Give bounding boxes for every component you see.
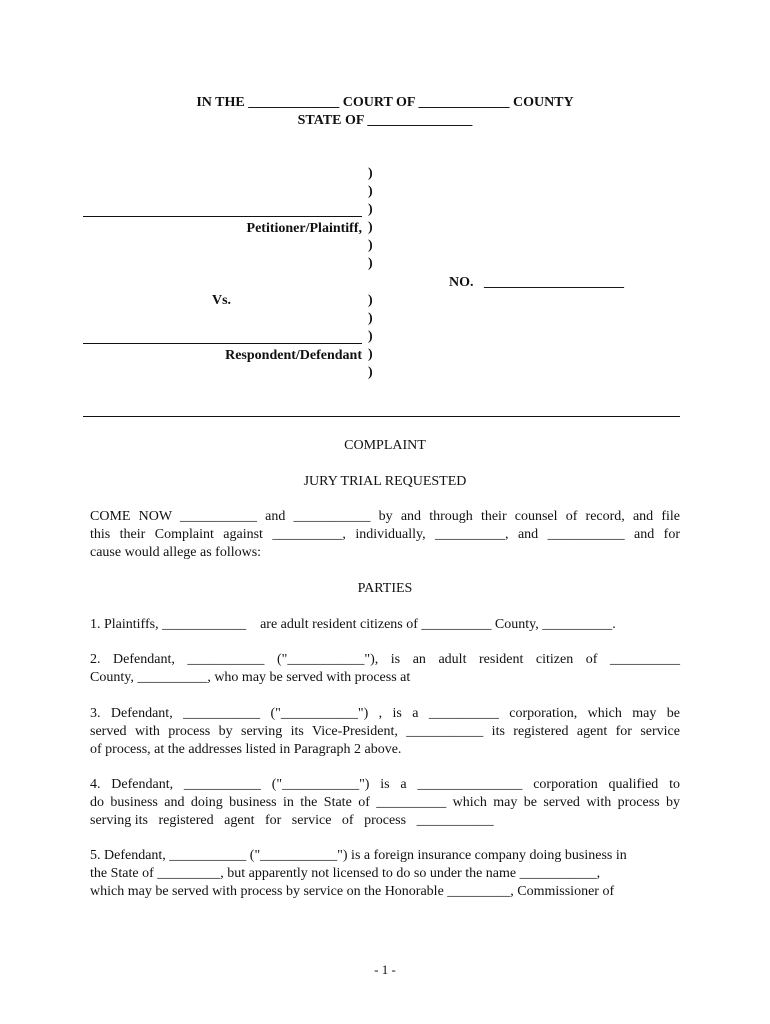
petitioner-name-line [83, 216, 362, 217]
case-number [449, 274, 624, 291]
paragraph-line: do business and doing business in the State of __________ which may be served with process by [90, 795, 680, 810]
paragraph-line: 4. Defendant, ___________ ("___________") is a _______________ corporation qualified to [90, 777, 680, 792]
paragraph-line: which may be served with process by service on the Honorable _________, Commissioner of [90, 884, 615, 899]
paragraph-2 [90, 651, 680, 687]
paragraph-3 [90, 705, 680, 759]
respondent-label: Respondent/Defendant [225, 348, 362, 363]
paragraph-line: of process, at the addresses listed in Paragraph 2 above. [90, 742, 402, 757]
court-line: IN THE _____________ COURT OF _____________ COUNTY [196, 95, 574, 110]
parties-heading: PARTIES [357, 581, 413, 596]
petitioner-label: Petitioner/Plaintiff, [246, 221, 362, 236]
caption-paren: ) [368, 184, 373, 199]
caption-paren: ) [368, 365, 373, 380]
paragraph-4 [90, 776, 680, 830]
respondent-name-line [83, 343, 362, 344]
paragraph-line: serving its registered agent for service of process ___________ [90, 813, 494, 828]
paragraph-line: 1. Plaintiffs, ____________ are adult resident citizens of __________ County, __________. [90, 617, 616, 632]
intro-line: COME NOW ___________ and ___________ by and through their counsel of record, and file [90, 509, 680, 524]
versus-label: Vs. [212, 293, 232, 308]
caption-paren: ) [368, 238, 373, 253]
paragraph-line: 5. Defendant, ___________ ("___________") is a foreign insurance company doing business in [90, 848, 627, 863]
caption-divider [83, 416, 680, 417]
document-title: COMPLAINT [344, 438, 426, 453]
intro-paragraph [90, 508, 680, 562]
paragraph-line: County, __________, who may be served with process at [90, 670, 411, 685]
page-number: - 1 - [374, 962, 396, 977]
caption-paren: ) [368, 329, 373, 344]
caption-paren: ) [368, 220, 373, 235]
intro-line: this their Complaint against __________, individually, __________, and ___________ and for [90, 527, 680, 542]
paragraph-line: 2. Defendant, ___________ ("___________"), is an adult resident citizen of __________ [90, 652, 680, 667]
caption-paren: ) [368, 202, 373, 217]
paragraph-1 [90, 616, 680, 634]
document-subtitle: JURY TRIAL REQUESTED [303, 474, 467, 489]
caption-paren: ) [368, 166, 373, 181]
caption-paren: ) [368, 293, 373, 308]
caption-paren: ) [368, 347, 373, 362]
case-number-label: NO. [449, 275, 474, 290]
case-number-blank: ____________________ [484, 275, 624, 290]
paragraph-line: 3. Defendant, ___________ ("___________") , is a __________ corporation, which may be [90, 706, 680, 721]
caption-paren: ) [368, 311, 373, 326]
intro-line: cause would allege as follows: [90, 545, 262, 560]
state-line: STATE OF _______________ [297, 113, 473, 128]
paragraph-line: the State of _________, but apparently not licensed to do so under the name ___________, [90, 866, 601, 881]
caption-paren: ) [368, 256, 373, 271]
paragraph-5 [90, 847, 680, 901]
paragraph-line: served with process by serving its Vice-President, ___________ its registered agent for service [90, 724, 680, 739]
